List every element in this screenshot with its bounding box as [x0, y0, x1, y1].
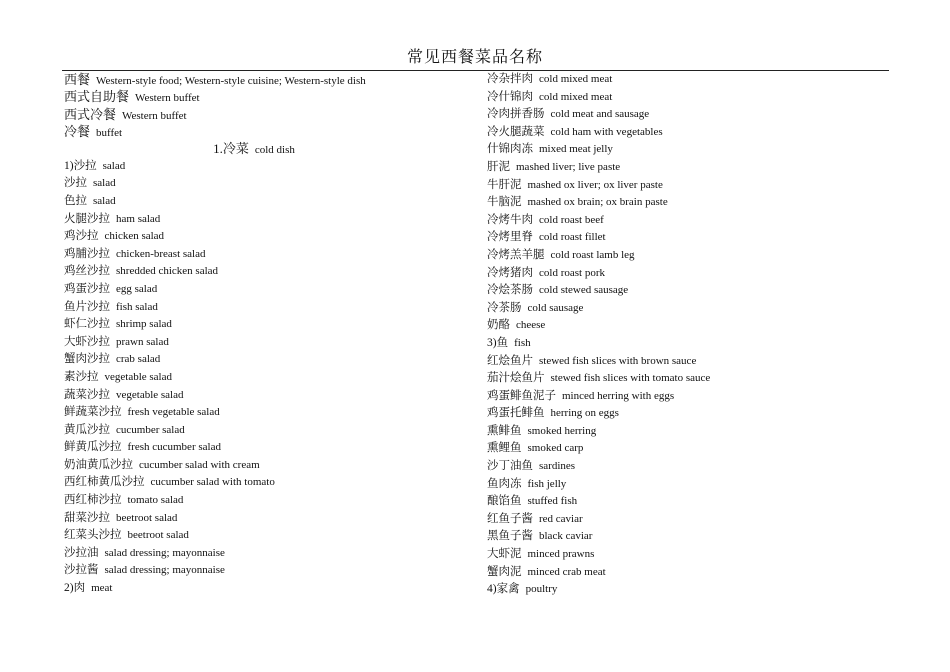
entry-chinese-name: 火腿沙拉: [64, 212, 110, 225]
menu-entry: [64, 228, 464, 246]
menu-entry: [64, 510, 464, 528]
entry-chinese-name: 西式自助餐: [64, 89, 130, 105]
entry-english-name: sardines: [539, 460, 576, 473]
entry-chinese-name: 冷肉拼香肠: [487, 108, 545, 121]
entry-chinese-name: 鲜黄瓜沙拉: [64, 441, 122, 454]
entry-chinese-name: 冷杂拌肉: [487, 73, 533, 85]
menu-entry: [64, 351, 464, 369]
entry-chinese-name: 虾仁沙拉: [64, 318, 110, 331]
entry-chinese-name: 沙丁油鱼: [487, 460, 533, 473]
menu-entry: [487, 159, 887, 177]
entry-chinese-name: 冷餐: [64, 123, 91, 139]
entry-chinese-name: 茄汁烩鱼片: [487, 372, 545, 385]
menu-entry: [487, 265, 887, 283]
entry-chinese-name: 素沙拉: [64, 370, 99, 383]
entry-chinese-name: 沙拉酱: [64, 564, 99, 577]
entry-chinese-name: 冷烤里脊: [487, 231, 533, 244]
menu-entry: [64, 140, 464, 158]
left-column: [64, 71, 464, 598]
menu-entry: [64, 527, 464, 545]
entry-chinese-name: 熏鲱鱼: [487, 424, 522, 437]
entry-english-name: buffet: [96, 126, 123, 139]
menu-entry: [64, 422, 464, 440]
entry-english-name: black caviar: [539, 530, 593, 543]
menu-entry: [487, 282, 887, 300]
entry-english-name: cold roast fillet: [539, 231, 606, 244]
entry-chinese-name: 2)肉: [64, 582, 86, 595]
entry-english-name: fresh cucumber salad: [127, 441, 221, 454]
entry-chinese-name: 鱼肉冻: [487, 477, 522, 490]
menu-entry: [487, 106, 887, 124]
menu-entry: [487, 458, 887, 476]
entry-english-name: mashed ox liver; ox liver paste: [527, 178, 663, 191]
entry-english-name: red caviar: [539, 512, 583, 525]
page-title: 常见西餐菜品名称: [406, 49, 543, 66]
entry-chinese-name: 鸡蛋托鲱鱼: [487, 407, 545, 420]
menu-entry: [487, 353, 887, 371]
entry-chinese-name: 冷火腿蔬菜: [487, 125, 545, 138]
entry-english-name: cold dish: [254, 144, 295, 157]
menu-entry: [487, 141, 887, 159]
entry-english-name: egg salad: [116, 282, 158, 295]
menu-entry: [64, 474, 464, 492]
entry-english-name: Western-style food; Western-style cuisine; Western-style dish: [96, 75, 366, 87]
entry-chinese-name: 牛肝泥: [487, 178, 522, 191]
entry-english-name: mashed liver; live paste: [516, 160, 621, 173]
menu-entry: [64, 281, 464, 299]
entry-english-name: vegetable salad: [104, 370, 172, 383]
entry-english-name: cold sausage: [527, 301, 584, 314]
entry-english-name: shrimp salad: [116, 318, 172, 331]
menu-entry: [487, 247, 887, 265]
menu-entry: [64, 580, 464, 598]
entry-english-name: Western buffet: [122, 109, 187, 122]
entry-english-name: cold ham with vegetables: [550, 125, 663, 138]
entry-chinese-name: 鸡蛋鲱鱼泥子: [487, 389, 556, 402]
menu-entry: [64, 545, 464, 563]
entry-english-name: fresh vegetable salad: [127, 406, 220, 419]
menu-entry: [64, 193, 464, 211]
entry-chinese-name: 蟹肉泥: [487, 565, 522, 578]
entry-english-name: meat: [91, 582, 113, 595]
entry-chinese-name: 奶酪: [487, 319, 510, 332]
entry-chinese-name: 甜菜沙拉: [64, 511, 110, 524]
menu-entry: [64, 175, 464, 193]
entry-chinese-name: 大虾沙拉: [64, 335, 110, 348]
entry-english-name: beetroot salad: [116, 511, 178, 524]
menu-entry: [64, 158, 464, 176]
menu-entry: [487, 177, 887, 195]
menu-entry: [64, 123, 464, 140]
entry-english-name: mashed ox brain; ox brain paste: [527, 196, 668, 209]
menu-entry: [487, 317, 887, 335]
menu-entry: [64, 387, 464, 405]
entry-chinese-name: 色拉: [64, 194, 87, 207]
menu-entry: [487, 423, 887, 441]
entry-chinese-name: 1)沙拉: [64, 159, 97, 172]
entry-english-name: Western buffet: [135, 92, 200, 105]
menu-entry: [64, 369, 464, 387]
entry-english-name: cucumber salad: [116, 423, 185, 436]
entry-chinese-name: 冷什锦肉: [487, 90, 533, 103]
menu-entry: [487, 528, 887, 546]
entry-chinese-name: 沙拉油: [64, 546, 99, 559]
entry-english-name: salad: [93, 177, 116, 190]
entry-english-name: cold mixed meat: [539, 90, 613, 103]
entry-chinese-name: 鸡蛋沙拉: [64, 282, 110, 295]
entry-english-name: vegetable salad: [116, 388, 184, 401]
entry-chinese-name: 西红柿黄瓜沙拉: [64, 476, 145, 489]
menu-entry: [487, 546, 887, 564]
entry-english-name: prawn salad: [116, 335, 169, 348]
entry-english-name: salad: [93, 194, 116, 207]
entry-chinese-name: 鸡丝沙拉: [64, 265, 110, 278]
entry-chinese-name: 鸡沙拉: [64, 230, 99, 243]
menu-entry: [64, 88, 464, 105]
menu-entry: [64, 439, 464, 457]
entry-english-name: stewed fish slices with tomato sauce: [550, 372, 711, 385]
menu-entry: [487, 229, 887, 247]
entry-chinese-name: 3)鱼: [487, 336, 509, 349]
entry-english-name: fish: [514, 336, 531, 349]
entry-chinese-name: 熏鲤鱼: [487, 442, 522, 455]
menu-entry: [487, 564, 887, 582]
entry-english-name: shredded chicken salad: [116, 265, 219, 278]
entry-chinese-name: 西红柿沙拉: [64, 494, 122, 507]
entry-english-name: tomato salad: [127, 494, 184, 507]
entry-english-name: beetroot salad: [127, 529, 189, 542]
menu-entry: [487, 370, 887, 388]
menu-entry: [487, 335, 887, 353]
entry-chinese-name: 1.冷菜: [213, 141, 249, 157]
entry-chinese-name: 黄瓜沙拉: [64, 423, 110, 436]
entry-english-name: stewed fish slices with brown sauce: [539, 354, 697, 367]
menu-entry: [487, 405, 887, 423]
entry-english-name: salad: [102, 159, 126, 172]
entry-english-name: minced prawns: [527, 548, 595, 561]
entry-english-name: smoked herring: [527, 424, 597, 437]
entry-chinese-name: 冷烤猪肉: [487, 266, 533, 279]
entry-chinese-name: 沙拉: [64, 177, 87, 190]
entry-english-name: cold roast pork: [539, 266, 605, 279]
entry-english-name: fish jelly: [527, 477, 567, 490]
entry-english-name: minced crab meat: [527, 565, 606, 578]
entry-chinese-name: 西餐: [64, 72, 91, 87]
entry-chinese-name: 肝泥: [487, 160, 510, 173]
entry-english-name: cucumber salad with tomato: [150, 476, 275, 489]
entry-chinese-name: 鱼片沙拉: [64, 300, 110, 313]
entry-chinese-name: 什锦肉冻: [487, 143, 533, 156]
menu-entry: [487, 493, 887, 511]
menu-entry: [64, 334, 464, 352]
entry-english-name: salad dressing; mayonnaise: [104, 564, 225, 577]
entry-english-name: herring on eggs: [550, 407, 619, 420]
menu-entry: [487, 388, 887, 406]
entry-chinese-name: 鲜蔬菜沙拉: [64, 406, 122, 419]
entry-chinese-name: 红鱼子酱: [487, 512, 533, 525]
entry-chinese-name: 黑鱼子酱: [487, 530, 533, 543]
entry-english-name: ham salad: [116, 212, 161, 225]
menu-entry: [487, 440, 887, 458]
entry-english-name: cold meat and sausage: [550, 108, 650, 121]
entry-english-name: minced herring with eggs: [562, 389, 675, 402]
menu-entry: [64, 457, 464, 475]
menu-entry: [64, 106, 464, 123]
entry-chinese-name: 红菜头沙拉: [64, 529, 122, 542]
entry-english-name: fish salad: [116, 300, 158, 313]
entry-chinese-name: 蟹肉沙拉: [64, 353, 110, 366]
menu-entry: [487, 511, 887, 529]
entry-chinese-name: 酿馅鱼: [487, 495, 522, 508]
entry-chinese-name: 西式冷餐: [64, 106, 117, 122]
entry-english-name: cold mixed meat: [539, 73, 613, 85]
entry-chinese-name: 冷烩茶肠: [487, 284, 533, 297]
entry-chinese-name: 牛脑泥: [487, 196, 522, 209]
menu-entry: [64, 263, 464, 281]
entry-chinese-name: 蔬菜沙拉: [64, 388, 110, 401]
entry-chinese-name: 冷茶肠: [487, 301, 522, 314]
menu-entry: [64, 316, 464, 334]
menu-entry: [487, 71, 887, 89]
entry-chinese-name: 大虾泥: [487, 548, 522, 561]
menu-entry: [487, 581, 887, 599]
entry-english-name: cold stewed sausage: [539, 284, 629, 297]
entry-english-name: chicken-breast salad: [116, 247, 206, 260]
menu-entry: [64, 211, 464, 229]
entry-english-name: chicken salad: [104, 230, 165, 243]
menu-entry: [64, 71, 464, 88]
entry-english-name: cold roast beef: [539, 213, 604, 226]
menu-entry: [64, 246, 464, 264]
entry-english-name: cheese: [516, 319, 546, 332]
menu-entry: [64, 562, 464, 580]
menu-entry: [487, 300, 887, 318]
entry-english-name: smoked carp: [527, 442, 584, 455]
entry-english-name: crab salad: [116, 353, 161, 366]
entry-english-name: cucumber salad with cream: [139, 458, 260, 471]
right-column: [487, 71, 887, 599]
menu-entry: [487, 476, 887, 494]
entry-english-name: stuffed fish: [527, 495, 578, 508]
entry-english-name: poultry: [525, 583, 558, 596]
entry-english-name: cold roast lamb leg: [550, 248, 635, 261]
entry-chinese-name: 冷烤牛肉: [487, 213, 533, 226]
entry-english-name: salad dressing; mayonnaise: [104, 546, 225, 559]
entry-chinese-name: 红烩鱼片: [487, 354, 533, 367]
menu-entry: [64, 299, 464, 317]
entry-chinese-name: 冷烤羔羊腿: [487, 248, 545, 261]
entry-chinese-name: 奶油黄瓜沙拉: [64, 458, 133, 471]
menu-entry: [64, 492, 464, 510]
entry-chinese-name: 鸡脯沙拉: [64, 247, 110, 260]
menu-entry: [487, 124, 887, 142]
entry-english-name: mixed meat jelly: [539, 143, 613, 156]
menu-entry: [487, 194, 887, 212]
menu-entry: [64, 404, 464, 422]
entry-chinese-name: 4)家禽: [487, 583, 520, 596]
menu-entry: [487, 212, 887, 230]
menu-entry: [487, 89, 887, 107]
